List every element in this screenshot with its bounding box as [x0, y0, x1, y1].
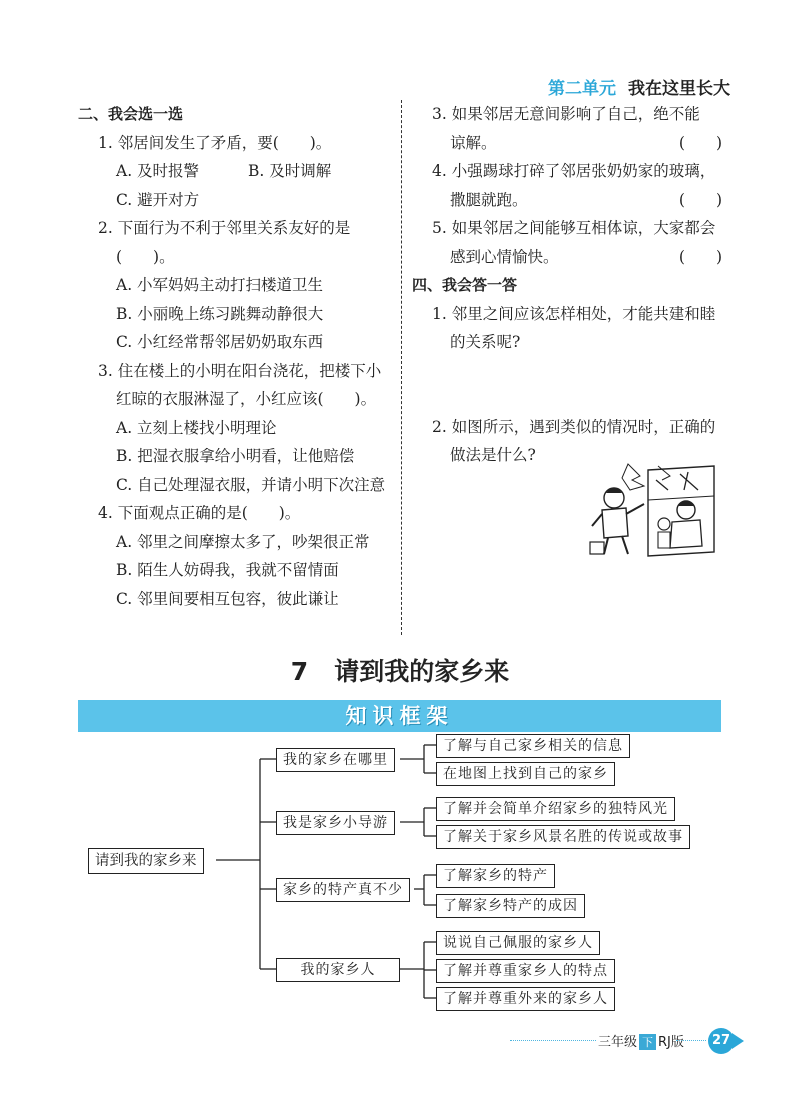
unit-label: 第二单元 — [548, 79, 616, 99]
judge-4-text: 撒腿就跑。 — [450, 190, 528, 209]
column-divider — [401, 100, 402, 635]
tree-branch-2: 我是家乡小导游 — [276, 811, 395, 835]
page-arrow-icon — [732, 1033, 744, 1049]
judge-4-answer-paren[interactable]: ( ) — [678, 190, 722, 209]
judge-5-answer-paren[interactable]: ( ) — [678, 247, 722, 266]
q2-option-a[interactable]: A. 小军妈妈主动打扫楼道卫生 — [116, 276, 324, 294]
tree-leaf-3-2: 了解家乡特产的成因 — [436, 894, 585, 918]
q3-option-c[interactable]: C. 自己处理湿衣服，并请小明下次注意 — [116, 475, 386, 494]
right-column — [412, 100, 732, 470]
chapter-name: 请到我的家乡来 — [334, 657, 510, 686]
q1-option-a[interactable]: A. 及时报警 — [116, 162, 200, 180]
judge-3-line-2 — [412, 129, 732, 158]
answer-1-line-1: 1. 邻里之间应该怎样相处，才能共建和睦 — [432, 304, 716, 323]
footer-dots-left — [510, 1040, 596, 1041]
tree-root-node: 请到我的家乡来 — [88, 848, 204, 874]
footer-dots-right — [676, 1040, 706, 1041]
q1-stem: 1. 邻居间发生了矛盾，要( )。 — [98, 133, 332, 152]
judge-3-answer-paren[interactable]: ( ) — [678, 133, 722, 152]
footer-edition: RJ版 — [658, 1035, 684, 1050]
tree-leaf-3-1: 了解家乡的特产 — [436, 864, 555, 888]
unit-header — [548, 74, 730, 99]
q4-option-a[interactable]: A. 邻里之间摩擦太多了，吵架很正常 — [116, 532, 370, 551]
page-footer — [510, 1030, 740, 1052]
tree-leaf-4-1: 说说自己佩服的家乡人 — [436, 931, 600, 955]
answer-2-line-2: 做法是什么? — [450, 446, 536, 464]
tree-leaf-2-1: 了解并会简单介绍家乡的独特风光 — [436, 797, 675, 821]
q2-stem-1: 2. 下面行为不利于邻里关系友好的是 — [98, 219, 351, 237]
q2-option-b[interactable]: B. 小丽晚上练习跳舞动静很大 — [116, 304, 324, 323]
answer-1-line-2: 的关系呢? — [450, 333, 521, 351]
tree-leaf-1-1: 了解与自己家乡相关的信息 — [436, 734, 630, 758]
tree-leaf-1-2: 在地图上找到自己的家乡 — [436, 762, 615, 786]
q1-option-c[interactable]: C. 避开对方 — [116, 190, 200, 209]
page-number: 27 — [708, 1028, 734, 1054]
tree-branch-1: 我的家乡在哪里 — [276, 748, 395, 772]
chapter-number: 7 — [290, 657, 309, 686]
answer-2-line-1: 2. 如图所示，遇到类似的情况时，正确的 — [432, 417, 716, 436]
answer-1-space[interactable] — [412, 357, 732, 413]
left-column — [78, 100, 396, 613]
q2-option-c[interactable]: C. 小红经常帮邻居奶奶取东西 — [116, 333, 324, 351]
judge-5-line-1: 5. 如果邻居之间能够互相体谅，大家都会 — [432, 219, 716, 237]
q4-option-b[interactable]: B. 陌生人妨碍我，我就不留情面 — [116, 561, 339, 579]
q3-stem-2: 红晾的衣服淋湿了，小红应该( )。 — [116, 390, 377, 408]
judge-4-line-2 — [412, 186, 732, 215]
q1-options — [78, 157, 396, 186]
knowledge-framework-banner — [78, 700, 721, 732]
tree-branch-3: 家乡的特产真不少 — [276, 878, 410, 902]
neighbor-noise-illustration — [588, 460, 716, 558]
judge-3-line-1: 3. 如果邻居无意间影响了自己，绝不能 — [432, 105, 700, 123]
judge-5-line-2 — [412, 243, 732, 272]
tree-branch-4: 我的家乡人 — [276, 958, 400, 982]
q3-stem-1: 3. 住在楼上的小明在阳台浇花，把楼下小 — [98, 361, 382, 380]
footer-edition-info — [598, 1031, 684, 1050]
section-title-answer: 四、我会答一答 — [412, 276, 518, 294]
judge-3-text: 谅解。 — [450, 133, 497, 152]
tree-leaf-4-2: 了解并尊重家乡人的特点 — [436, 959, 615, 983]
footer-grade: 三年级 — [598, 1035, 638, 1050]
judge-4-line-1: 4. 小强踢球打碎了邻居张奶奶家的玻璃， — [432, 162, 716, 180]
q3-option-b[interactable]: B. 把湿衣服拿给小明看，让他赔偿 — [116, 447, 355, 465]
unit-title: 我在这里长大 — [628, 79, 730, 99]
tree-leaf-2-2: 了解关于家乡风景名胜的传说或故事 — [436, 825, 690, 849]
q2-stem-2: ( )。 — [116, 247, 175, 266]
judge-5-text: 感到心情愉快。 — [450, 247, 559, 266]
q1-option-b[interactable]: B. 及时调解 — [248, 162, 332, 180]
banner-text: 知识框架 — [345, 704, 454, 728]
chapter-title — [0, 652, 800, 688]
q4-option-c[interactable]: C. 邻里间要相互包容，彼此谦让 — [116, 589, 339, 608]
q3-option-a[interactable]: A. 立刻上楼找小明理论 — [116, 418, 277, 437]
footer-term-badge: 下 — [639, 1034, 656, 1050]
tree-leaf-4-3: 了解并尊重外来的家乡人 — [436, 987, 615, 1011]
section-title-choose: 二、我会选一选 — [78, 105, 184, 123]
q4-stem: 4. 下面观点正确的是( )。 — [98, 504, 301, 522]
